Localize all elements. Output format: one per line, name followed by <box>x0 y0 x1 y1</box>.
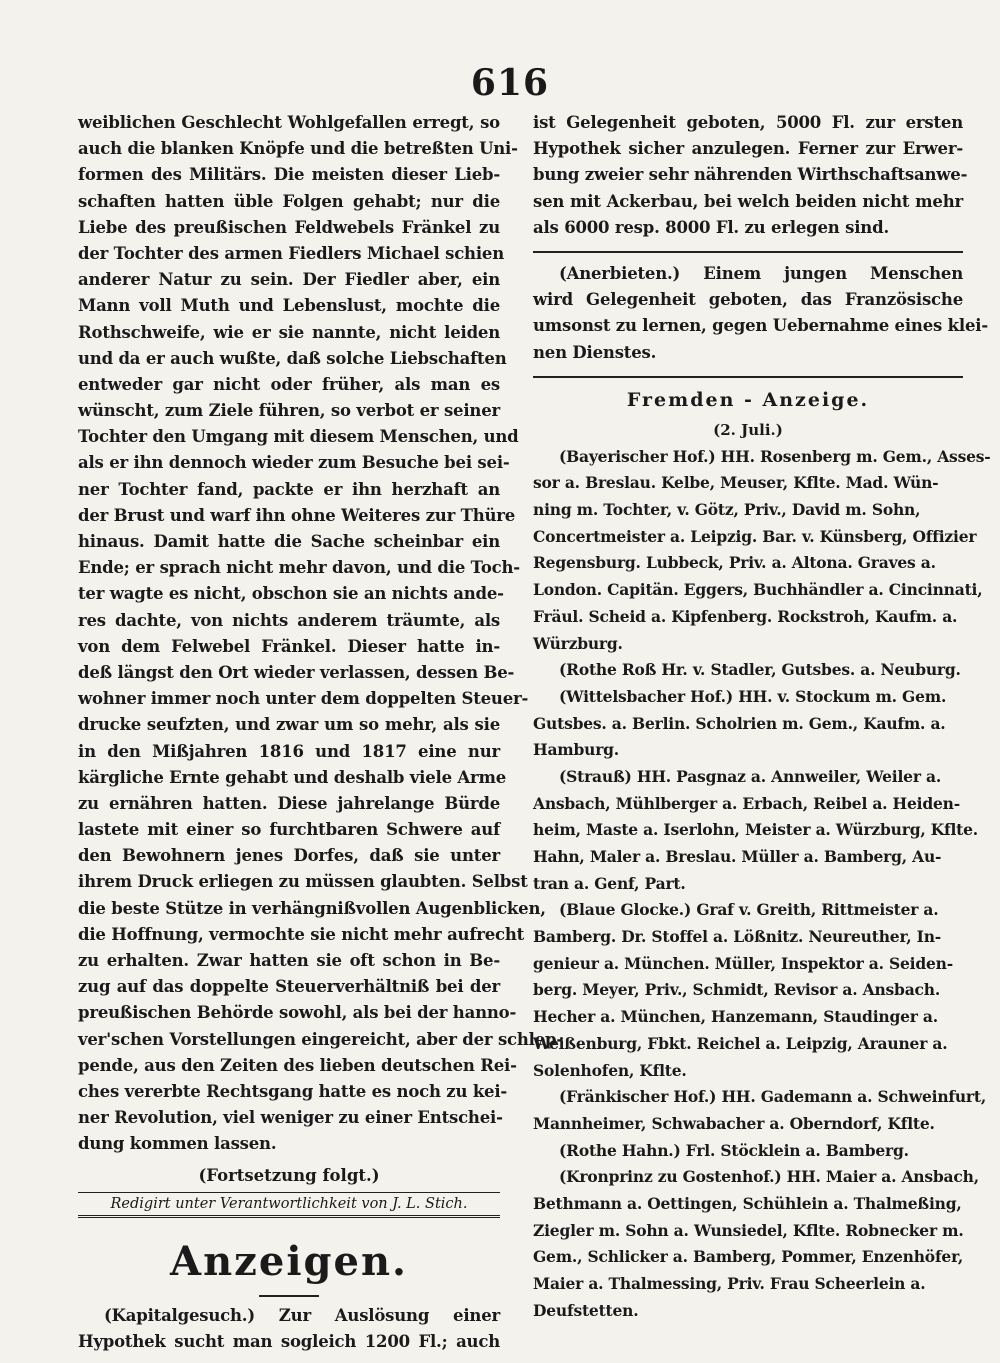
text-line: den Bewohnern jenes Dorfes, daß sie unter <box>78 846 500 866</box>
text-line: weiblichen Geschlecht Wohlgefallen erregt, so <box>78 113 500 132</box>
guest-entry-line: Mannheimer, Schwabacher a. Oberndorf, Kflte. <box>533 1113 935 1133</box>
text-line: ist Gelegenheit geboten, 5000 Fl. zur ersten <box>533 113 963 132</box>
divider <box>533 251 963 253</box>
text-line: wünscht, zum Ziele führen, so verbot er seiner <box>78 401 500 421</box>
fremden-heading: Fremden - Anzeige. <box>626 388 870 411</box>
text-line: die beste Stütze in verhängnißvollen Augenblicken, <box>78 898 546 918</box>
text-line: von dem Felwebel Fränkel. Dieser hatte in- <box>78 636 500 656</box>
text-line: wird Gelegenheit geboten, das Französische <box>533 290 963 310</box>
text-line: als 6000 resp. 8000 Fl. zu erlegen sind. <box>533 217 889 237</box>
text-line: zug auf das doppelte Steuerverhältniß bei der <box>78 977 500 997</box>
text-line: ner Revolution, viel weniger zu einer Entschei- <box>78 1108 503 1128</box>
guest-entry-line: Gem., Schlicker a. Bamberg, Pommer, Enzenhöfer, <box>533 1247 964 1267</box>
guest-entry-line: tran a. Genf, Part. <box>533 873 686 893</box>
guest-entry-line: Würzburg. <box>533 633 623 653</box>
ads-heading: Anzeigen. <box>170 1237 408 1285</box>
right-column <box>533 110 991 1324</box>
guest-entry-line: sor a. Breslau. Kelbe, Meuser, Kflte. Mad. Wün- <box>533 473 939 493</box>
text-line: und da er auch wußte, daß solche Liebschaften <box>78 348 507 368</box>
guest-entry-line: Hecher a. München, Hanzemann, Staudinger a. <box>533 1007 938 1027</box>
text-line: Rothschweife, wie er sie nannte, nicht leiden <box>78 322 500 342</box>
text-line: ches vererbte Rechtsgang hatte es noch zu kei- <box>78 1081 508 1101</box>
text-line: (Anerbieten.) Einem jungen Menschen <box>559 263 963 283</box>
text-line: dung kommen lassen. <box>78 1134 277 1154</box>
text-line: zu erhalten. Zwar hatten sie oft schon in Be- <box>78 951 500 970</box>
text-line: als er ihn dennoch wieder zum Besuche bei sei- <box>78 453 510 473</box>
guest-entry-line: Weißenburg, Fbkt. Reichel a. Leipzig, Arauner a. <box>533 1033 948 1053</box>
text-line: Liebe des preußischen Feldwebels Fränkel zu <box>78 217 500 237</box>
guest-entry-line: (Rothe Roß Hr. v. Stadler, Gutsbes. a. Neuburg. <box>559 660 961 680</box>
guest-entry-line: Hahn, Maler a. Breslau. Müller a. Bamberg, Au- <box>533 847 942 866</box>
text-line: Hypothek sicher anzulegen. Ferner zur Erwer- <box>533 139 963 159</box>
double-divider <box>78 1215 500 1221</box>
text-line: schaften hatten üble Folgen gehabt; nur die <box>78 191 500 211</box>
story-text <box>78 110 564 1158</box>
text-line: auch die blanken Knöpfe und die betreßten Uni- <box>78 139 518 159</box>
guest-entry-line: Fräul. Scheid a. Kipfenberg. Rockstroh, Kaufm. a. <box>533 606 958 626</box>
guest-entry-line: Regensburg. Lubbeck, Priv. a. Altona. Graves a. <box>533 553 936 573</box>
guest-entry-line: Ziegler m. Sohn a. Wunsiedel, Kflte. Robnecker m. <box>533 1220 964 1240</box>
text-line: Tochter den Umgang mit diesem Menschen, und <box>78 427 519 447</box>
guest-entry-line: Concertmeister a. Leipzig. Bar. v. Künsberg, Offizier <box>533 526 977 546</box>
text-line: umsonst zu lernen, gegen Uebernahme eines klei- <box>533 316 988 336</box>
continuation-note: (Fortsetzung folgt.) <box>198 1165 380 1185</box>
date-line: (2. Juli.) <box>713 420 783 439</box>
text-line: (Kapitalgesuch.) Zur Auslösung einer <box>104 1305 500 1325</box>
text-line: in den Mißjahren 1816 und 1817 eine nur <box>78 741 500 761</box>
text-line: ihrem Druck erliegen zu müssen glaubten. Selbst <box>78 872 528 892</box>
guest-entry-line: Hamburg. <box>533 740 619 760</box>
guest-entry-line: berg. Meyer, Priv., Schmidt, Revisor a. Ansbach. <box>533 980 941 1000</box>
left-column <box>78 110 564 1355</box>
guest-entry-line: Bethmann a. Oettingen, Schühlein a. Thalmeßing, <box>533 1193 962 1213</box>
text-line: nen Dienstes. <box>533 342 657 362</box>
text-line: wohner immer noch unter dem doppelten Steuer- <box>78 689 529 709</box>
ad-capital-request-continued <box>533 110 968 241</box>
text-line: ver'schen Vorstellungen eingereicht, aber der schlep- <box>78 1029 564 1049</box>
divider <box>533 376 963 378</box>
text-line: Hypothek sucht man sogleich 1200 Fl.; auch <box>78 1331 500 1351</box>
guest-entry-line: heim, Maste a. Iserlohn, Meister a. Würzburg, Kflte. <box>533 820 978 840</box>
text-line: kärgliche Ernte gehabt und deshalb viele Arme <box>78 767 507 787</box>
text-line: sen mit Ackerbau, bei welch beiden nicht mehr <box>533 191 963 211</box>
text-line: entweder gar nicht oder früher, als man es <box>78 374 500 394</box>
guest-entry-line: Solenhofen, Kflte. <box>533 1060 687 1080</box>
guest-entry-line: Bamberg. Dr. Stoffel a. Lößnitz. Neureuther, In- <box>533 927 942 947</box>
guest-entry-line: (Bayerischer Hof.) HH. Rosenberg m. Gem., Asses- <box>559 446 991 466</box>
editor-credit: Redigirt unter Verantwortlichkeit von J. L. Stich. <box>110 1195 468 1212</box>
text-line: hinaus. Damit hatte die Sache scheinbar ein <box>78 532 500 551</box>
guest-entry-line: (Kronprinz zu Gostenhof.) HH. Maier a. Ansbach, <box>559 1167 979 1187</box>
text-line: ner Tochter fand, packte er ihn herzhaft an <box>78 479 500 499</box>
text-line: der Brust und warf ihn ohne Weiteres zur Thüre <box>78 505 516 525</box>
ad-capital-request <box>78 1303 500 1355</box>
guest-entry-line: Maier a. Thalmessing, Priv. Frau Scheerlein a. <box>533 1274 926 1293</box>
guest-entry-line: (Strauß) HH. Pasgnaz a. Annweiler, Weiler a. <box>559 766 942 786</box>
text-line: ter wagte es nicht, obschon sie an nichts ande- <box>78 584 504 604</box>
text-line: die Hoffnung, vermochte sie nicht mehr aufrecht <box>78 924 525 944</box>
guest-entry-line: Ansbach, Mühlberger a. Erbach, Reibel a. Heiden- <box>533 793 960 813</box>
page-number: 616 <box>470 62 550 104</box>
text-line: Ende; er sprach nicht mehr davon, und die Toch- <box>78 558 520 578</box>
text-line: formen des Militärs. Die meisten dieser Lieb- <box>78 165 500 185</box>
guest-list <box>533 444 991 1325</box>
guest-entry-line: Deufstetten. <box>533 1300 639 1320</box>
guest-entry-line: (Blaue Glocke.) Graf v. Greith, Rittmeister a. <box>559 900 939 920</box>
guest-entry-line: Gutsbes. a. Berlin. Scholrien m. Gem., Kaufm. a. <box>533 713 946 733</box>
guest-entry-line: (Wittelsbacher Hof.) HH. v. Stockum m. Gem. <box>559 686 947 706</box>
text-line: anderer Natur zu sein. Der Fiedler aber, ein <box>78 270 500 290</box>
text-line: lastete mit einer so furchtbaren Schwere auf <box>78 820 500 840</box>
guest-entry-line: genieur a. München. Müller, Inspektor a. Seiden- <box>533 953 953 973</box>
text-line: drucke seufzten, und zwar um so mehr, als sie <box>78 715 500 735</box>
text-line: pende, aus den Zeiten des lieben deutschen Rei- <box>78 1055 517 1075</box>
guest-entry-line: London. Capitän. Eggers, Buchhändler a. Cincinnati, <box>533 580 983 600</box>
text-line: der Tochter des armen Fiedlers Michael schien <box>78 243 504 263</box>
ad-offer <box>533 261 988 366</box>
short-divider <box>259 1295 319 1297</box>
guest-entry-line: (Rothe Hahn.) Frl. Stöcklein a. Bamberg. <box>559 1140 909 1160</box>
text-line: zu ernähren hatten. Diese jahrelange Bürde <box>78 793 500 813</box>
text-line: Mann voll Muth und Lebenslust, mochte die <box>78 296 500 316</box>
text-line: deß längst den Ort wieder verlassen, dessen Be- <box>78 662 515 682</box>
guest-entry-line: ning m. Tochter, v. Götz, Priv., David m. Sohn, <box>533 500 921 520</box>
text-line: preußischen Behörde sowohl, als bei der hanno- <box>78 1003 517 1023</box>
guest-entry-line: (Fränkischer Hof.) HH. Gademann a. Schweinfurt, <box>559 1087 987 1107</box>
text-line: bung zweier sehr nährenden Wirthschaftsanwe- <box>533 165 968 185</box>
text-line: res dachte, von nichts anderem träumte, als <box>78 610 500 630</box>
